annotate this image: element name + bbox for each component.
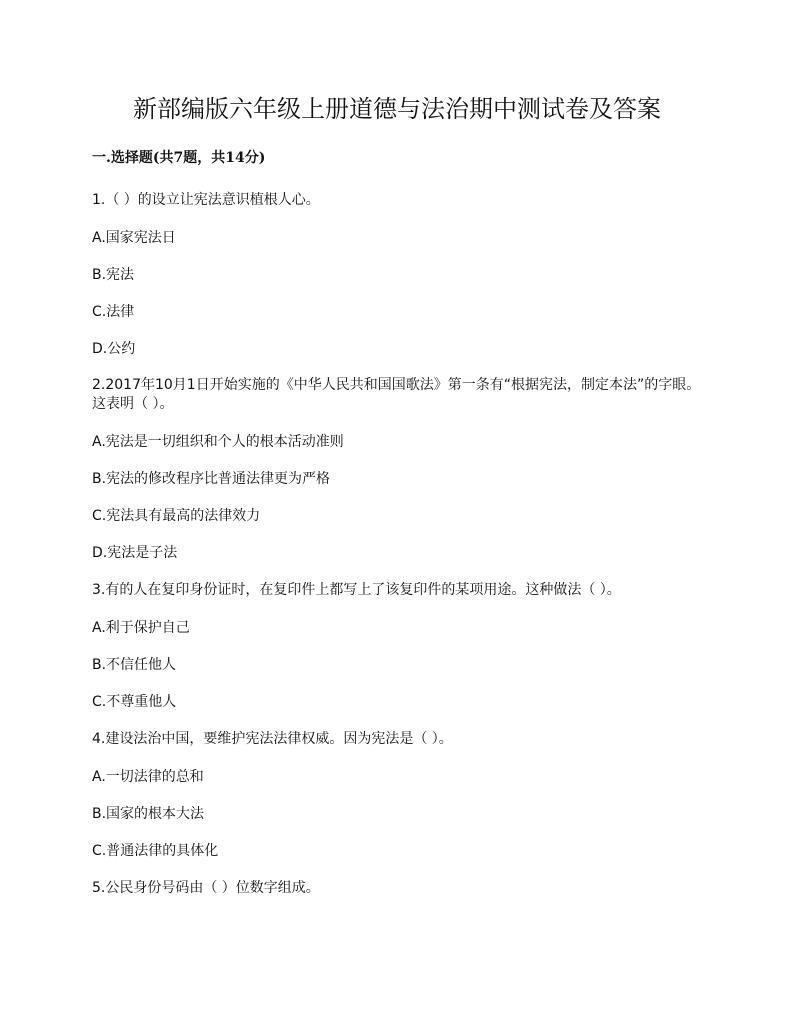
- question-4-option-c: C.普通法律的具体化: [92, 843, 219, 859]
- question-3-option-b: B.不信任他人: [92, 657, 177, 673]
- question-2-option-c: C.宪法具有最高的法律效力: [92, 508, 261, 524]
- question-3-stem: 3.有的人在复印身份证时，在复印件上都写上了该复印件的某项用途。这种做法（ ）。: [92, 582, 621, 598]
- question-4-option-b: B.国家的根本大法: [92, 806, 205, 822]
- question-1-option-b: B.宪法: [92, 267, 135, 283]
- question-3-option-c: C.不尊重他人: [92, 694, 177, 710]
- question-4-option-a: A.一切法律的总和: [92, 769, 204, 785]
- question-2-option-b: B.宪法的修改程序比普通法律更为严格: [92, 471, 331, 487]
- question-5-stem: 5.公民身份号码由（ ）位数字组成。: [92, 880, 320, 896]
- question-1-option-d: D.公约: [92, 341, 136, 357]
- section-heading: 一.选择题(共7题，共14分): [92, 150, 266, 166]
- question-2-stem: 2.2017年10月1日开始实施的《中华人民共和国国歌法》第一条有“根据宪法，制定本法”的字眼。这表明（ ）。: [92, 377, 701, 412]
- question-2-option-d: D.宪法是子法: [92, 545, 178, 561]
- question-2-option-a: A.宪法是一切组织和个人的根本活动准则: [92, 434, 344, 450]
- document-title: 新部编版六年级上册道德与法治期中测试卷及答案: [133, 95, 661, 123]
- question-4-stem: 4.建设法治中国，要维护宪法法律权威。因为宪法是（ ）。: [92, 731, 453, 747]
- question-list: [92, 190, 702, 916]
- question-1-option-a: A.国家宪法日: [92, 230, 176, 246]
- question-3-option-a: A.利于保护自己: [92, 620, 190, 636]
- question-1-stem: 1.（ ）的设立让宪法意识植根人心。: [92, 192, 320, 208]
- question-1-option-c: C.法律: [92, 304, 135, 320]
